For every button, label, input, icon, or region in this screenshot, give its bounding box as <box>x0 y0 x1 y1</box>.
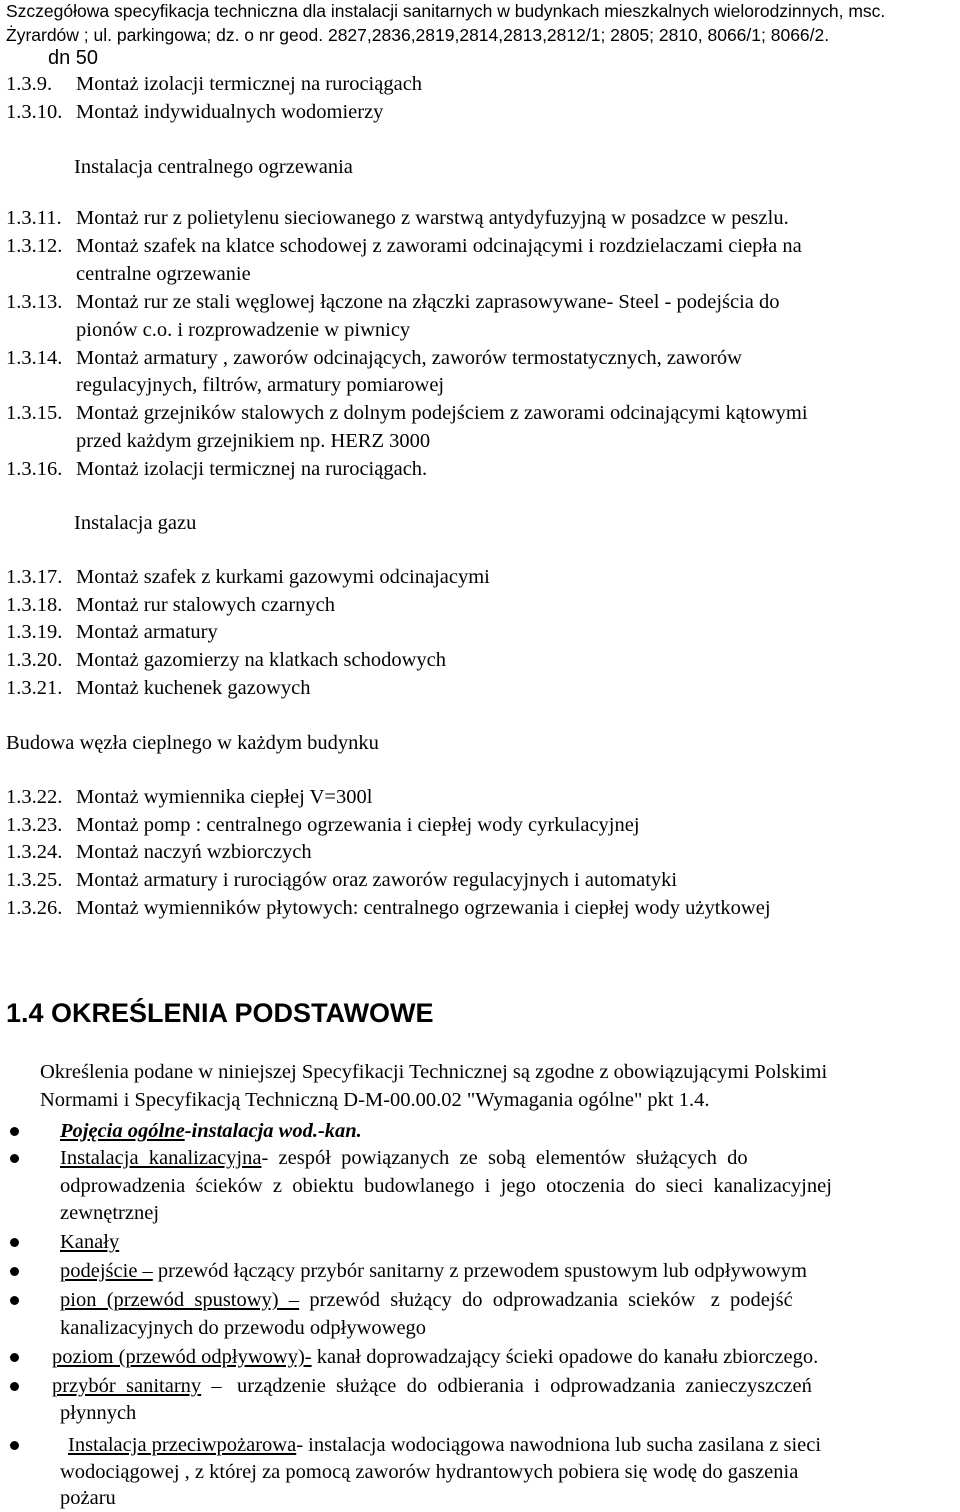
item-number: 1.3.17. <box>6 566 63 588</box>
item-text: Montaż rur stalowych czarnych <box>76 594 335 616</box>
item-number: 1.3.24. <box>6 841 63 863</box>
definition-text: pożaru <box>60 1487 116 1509</box>
item-number: 1.3.19. <box>6 621 63 643</box>
doc-header-line1: Szczegółowa specyfikacja techniczna dla instalacji sanitarnych w budynkach mieszkalnych wielorodzinnych, msc. <box>6 1 886 21</box>
definition-term: podejście – <box>60 1260 153 1282</box>
item-text: Montaż wymienników płytowych: centralnego ogrzewania i ciepłej wody użytkowej <box>76 897 771 919</box>
item-number: 1.3.12. <box>6 235 63 257</box>
item-text: Montaż kuchenek gazowych <box>76 677 311 699</box>
item-number: 1.3.15. <box>6 402 63 424</box>
item-number: 1.3.21. <box>6 677 63 699</box>
definition-text: - zespół powiązanych ze sobą elementów służących do <box>261 1147 748 1169</box>
item-text: Montaż wymiennika ciepłej V=300l <box>76 786 373 808</box>
intro-paragraph-line1: Określenia podane w niniejszej Specyfikacji Technicznej są zgodne z obowiązującymi Polskimi <box>40 1061 828 1083</box>
item-number: 1.3.10. <box>6 101 63 123</box>
item-number: 1.3.13. <box>6 291 63 313</box>
definition-term: pion (przewód spustowy) – <box>60 1289 300 1311</box>
bullet-icon <box>10 1154 19 1163</box>
definition-text: kanalizacyjnych do przewodu odpływowego <box>60 1317 427 1339</box>
definition-text: płynnych <box>60 1402 137 1424</box>
definition-text: wodociągowej , z której za pomocą zaworów hydrantowych pobiera się wodę do gaszenia <box>60 1461 799 1483</box>
item-text: Montaż izolacji termicznej na rurociągach <box>76 73 423 95</box>
item-text: Montaż gazomierzy na klatkach schodowych <box>76 649 447 671</box>
item-text: Montaż indywidualnych wodomierzy <box>76 101 384 123</box>
item-number: 1.3.22. <box>6 786 63 808</box>
section-title-gaz: Instalacja gazu <box>74 512 197 534</box>
doc-header-line2: Żyrardów ; ul. parkingowa; dz. o nr geod. 2827,2836,2819,2814,2813,2812/1; 2805; 2810, 8066/1; 8066/2. <box>6 25 830 45</box>
item-text: Montaż armatury i rurociągów oraz zaworów regulacyjnych i automatyki <box>76 869 678 891</box>
definition-term: poziom (przewód odpływowy)- <box>52 1346 312 1368</box>
item-number: 1.3.25. <box>6 869 63 891</box>
item-text: Montaż armatury , zaworów odcinających, zaworów termostatycznych, zaworów <box>76 347 742 369</box>
definition-text: kanał doprowadzający ścieki opadowe do kanału zbiorczego. <box>311 1346 819 1368</box>
item-number: 1.3.23. <box>6 814 63 836</box>
bullet-icon <box>10 1441 19 1450</box>
item-text-continued: centralne ogrzewanie <box>76 263 251 285</box>
item-text: Montaż szafek z kurkami gazowymi odcinajacymi <box>76 566 490 588</box>
item-number: 1.3.16. <box>6 458 63 480</box>
bullet-icon <box>10 1127 19 1136</box>
item-text: Montaż szafek na klatce schodowej z zaworami odcinającymi i rozdzielaczami ciepła na <box>76 235 802 257</box>
section-title-co: Instalacja centralnego ogrzewania <box>74 156 353 178</box>
doc-header-line3: dn 50 <box>48 47 99 69</box>
item-number: 1.3.9. <box>6 73 53 95</box>
bullet-icon <box>10 1382 19 1391</box>
item-text: Montaż izolacji termicznej na rurociągach. <box>76 458 428 480</box>
item-text-continued: przed każdym grzejnikiem np. HERZ 3000 <box>76 430 431 452</box>
item-text: Montaż armatury <box>76 621 218 643</box>
definition-text: przewód służący do odprowadzania scieków z podejść <box>299 1289 793 1311</box>
definition-text: - instalacja wodociągowa nawodniona lub sucha zasilana z sieci <box>296 1434 822 1456</box>
bullet-icon <box>10 1353 19 1362</box>
item-text: Montaż grzejników stalowych z dolnym podejściem z zaworami odcinającymi kątowymi <box>76 402 808 424</box>
bullet-icon <box>10 1296 19 1305</box>
item-number: 1.3.11. <box>6 207 62 229</box>
item-number: 1.3.26. <box>6 897 63 919</box>
item-number: 1.3.20. <box>6 649 63 671</box>
definition-text: – urządzenie służące do odbierania i odprowadzania zanieczyszczeń <box>201 1375 812 1397</box>
definition-text: -instalacja wod.-kan. <box>184 1120 362 1142</box>
item-text: Montaż rur ze stali węglowej łączone na złączki zaprasowywane- Steel - podejścia do <box>76 291 780 313</box>
definition-term: Pojęcia ogólne <box>60 1120 185 1142</box>
definition-text: przewód łączący przybór sanitarny z przewodem spustowym lub odpływowym <box>152 1260 807 1282</box>
item-text-continued: regulacyjnych, filtrów, armatury pomiarowej <box>76 374 445 396</box>
item-number: 1.3.14. <box>6 347 63 369</box>
intro-paragraph-line2: Normami i Specyfikacją Techniczną D-M-00.00.02 "Wymagania ogólne" pkt 1.4. <box>40 1089 710 1111</box>
definition-text: odprowadzenia ścieków z obiektu budowlanego i jego otoczenia do sieci kanalizacyjnej <box>60 1175 832 1197</box>
bullet-icon <box>10 1238 19 1247</box>
section-heading: 1.4 OKREŚLENIA PODSTAWOWE <box>6 998 434 1028</box>
definition-term: Instalacja kanalizacyjna <box>60 1147 262 1169</box>
item-text: Montaż rur z polietylenu sieciowanego z warstwą antydyfuzyjną w posadzce w peszlu. <box>76 207 789 229</box>
definition-term: Kanały <box>60 1231 120 1253</box>
definition-term: przybór sanitarny <box>52 1375 202 1397</box>
item-text: Montaż naczyń wzbiorczych <box>76 841 312 863</box>
item-number: 1.3.18. <box>6 594 63 616</box>
definition-term: Instalacja przeciwpożarowa <box>68 1434 297 1456</box>
bullet-icon <box>10 1267 19 1276</box>
item-text: Montaż pomp : centralnego ogrzewania i ciepłej wody cyrkulacyjnej <box>76 814 640 836</box>
section-title-wezel: Budowa węzła cieplnego w każdym budynku <box>6 732 379 754</box>
item-text-continued: pionów c.o. i rozprowadzenie w piwnicy <box>76 319 411 341</box>
definition-text: zewnętrznej <box>60 1202 160 1224</box>
